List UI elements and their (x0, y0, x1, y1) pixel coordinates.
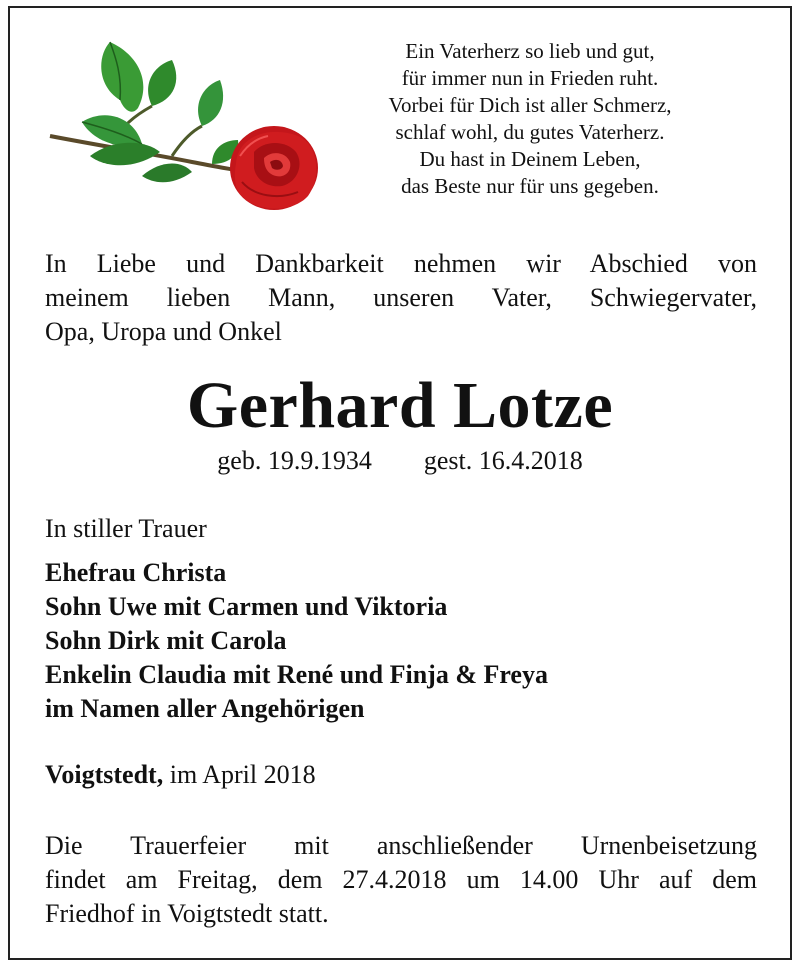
deceased-name: Gerhard Lotze (186, 369, 614, 442)
family-list (45, 556, 548, 726)
funeral-line: findet am Freitag, dem 27.4.2018 um 14.00 Uhr auf dem (45, 865, 757, 894)
intro-line: meinem lieben Mann, unseren Vater, Schwiegervater, (45, 283, 757, 312)
mourning-label: In stiller Trauer (45, 514, 207, 543)
intro-line: In Liebe und Dankbarkeit nehmen wir Abschied von (45, 249, 757, 278)
poem-line: schlaf wohl, du gutes Vaterherz. (395, 120, 665, 144)
poem-line: Vorbei für Dich ist aller Schmerz, (388, 93, 672, 117)
funeral-line: Die Trauerfeier mit anschließender Urnenbeisetzung (45, 831, 757, 860)
funeral-info (45, 829, 757, 931)
family-member: im Namen aller Angehörigen (45, 694, 365, 723)
family-member: Ehefrau Christa (45, 558, 227, 587)
poem-line: das Beste nur für uns gegeben. (401, 174, 659, 198)
red-rose-icon (42, 36, 322, 216)
place-month: im April 2018 (169, 760, 316, 789)
poem (340, 38, 720, 200)
family-member: Sohn Dirk mit Carola (45, 626, 287, 655)
intro-line: Opa, Uropa und Onkel (45, 317, 282, 346)
family-member: Enkelin Claudia mit René und Finja & Freya (45, 660, 548, 689)
intro-text (45, 247, 757, 349)
poem-line: für immer nun in Frieden ruht. (401, 66, 659, 90)
family-member: Sohn Uwe mit Carmen und Viktoria (45, 592, 448, 621)
death-date: gest. 16.4.2018 (423, 446, 583, 475)
poem-line: Du hast in Deinem Leben, (419, 147, 641, 171)
funeral-line: Friedhof in Voigtstedt statt. (45, 899, 329, 928)
life-dates (0, 445, 800, 477)
poem-line: Ein Vaterherz so lieb und gut, (405, 39, 655, 63)
place-town: Voigtstedt, (45, 760, 164, 789)
birth-date: geb. 19.9.1934 (217, 446, 372, 475)
place-date (45, 759, 316, 791)
